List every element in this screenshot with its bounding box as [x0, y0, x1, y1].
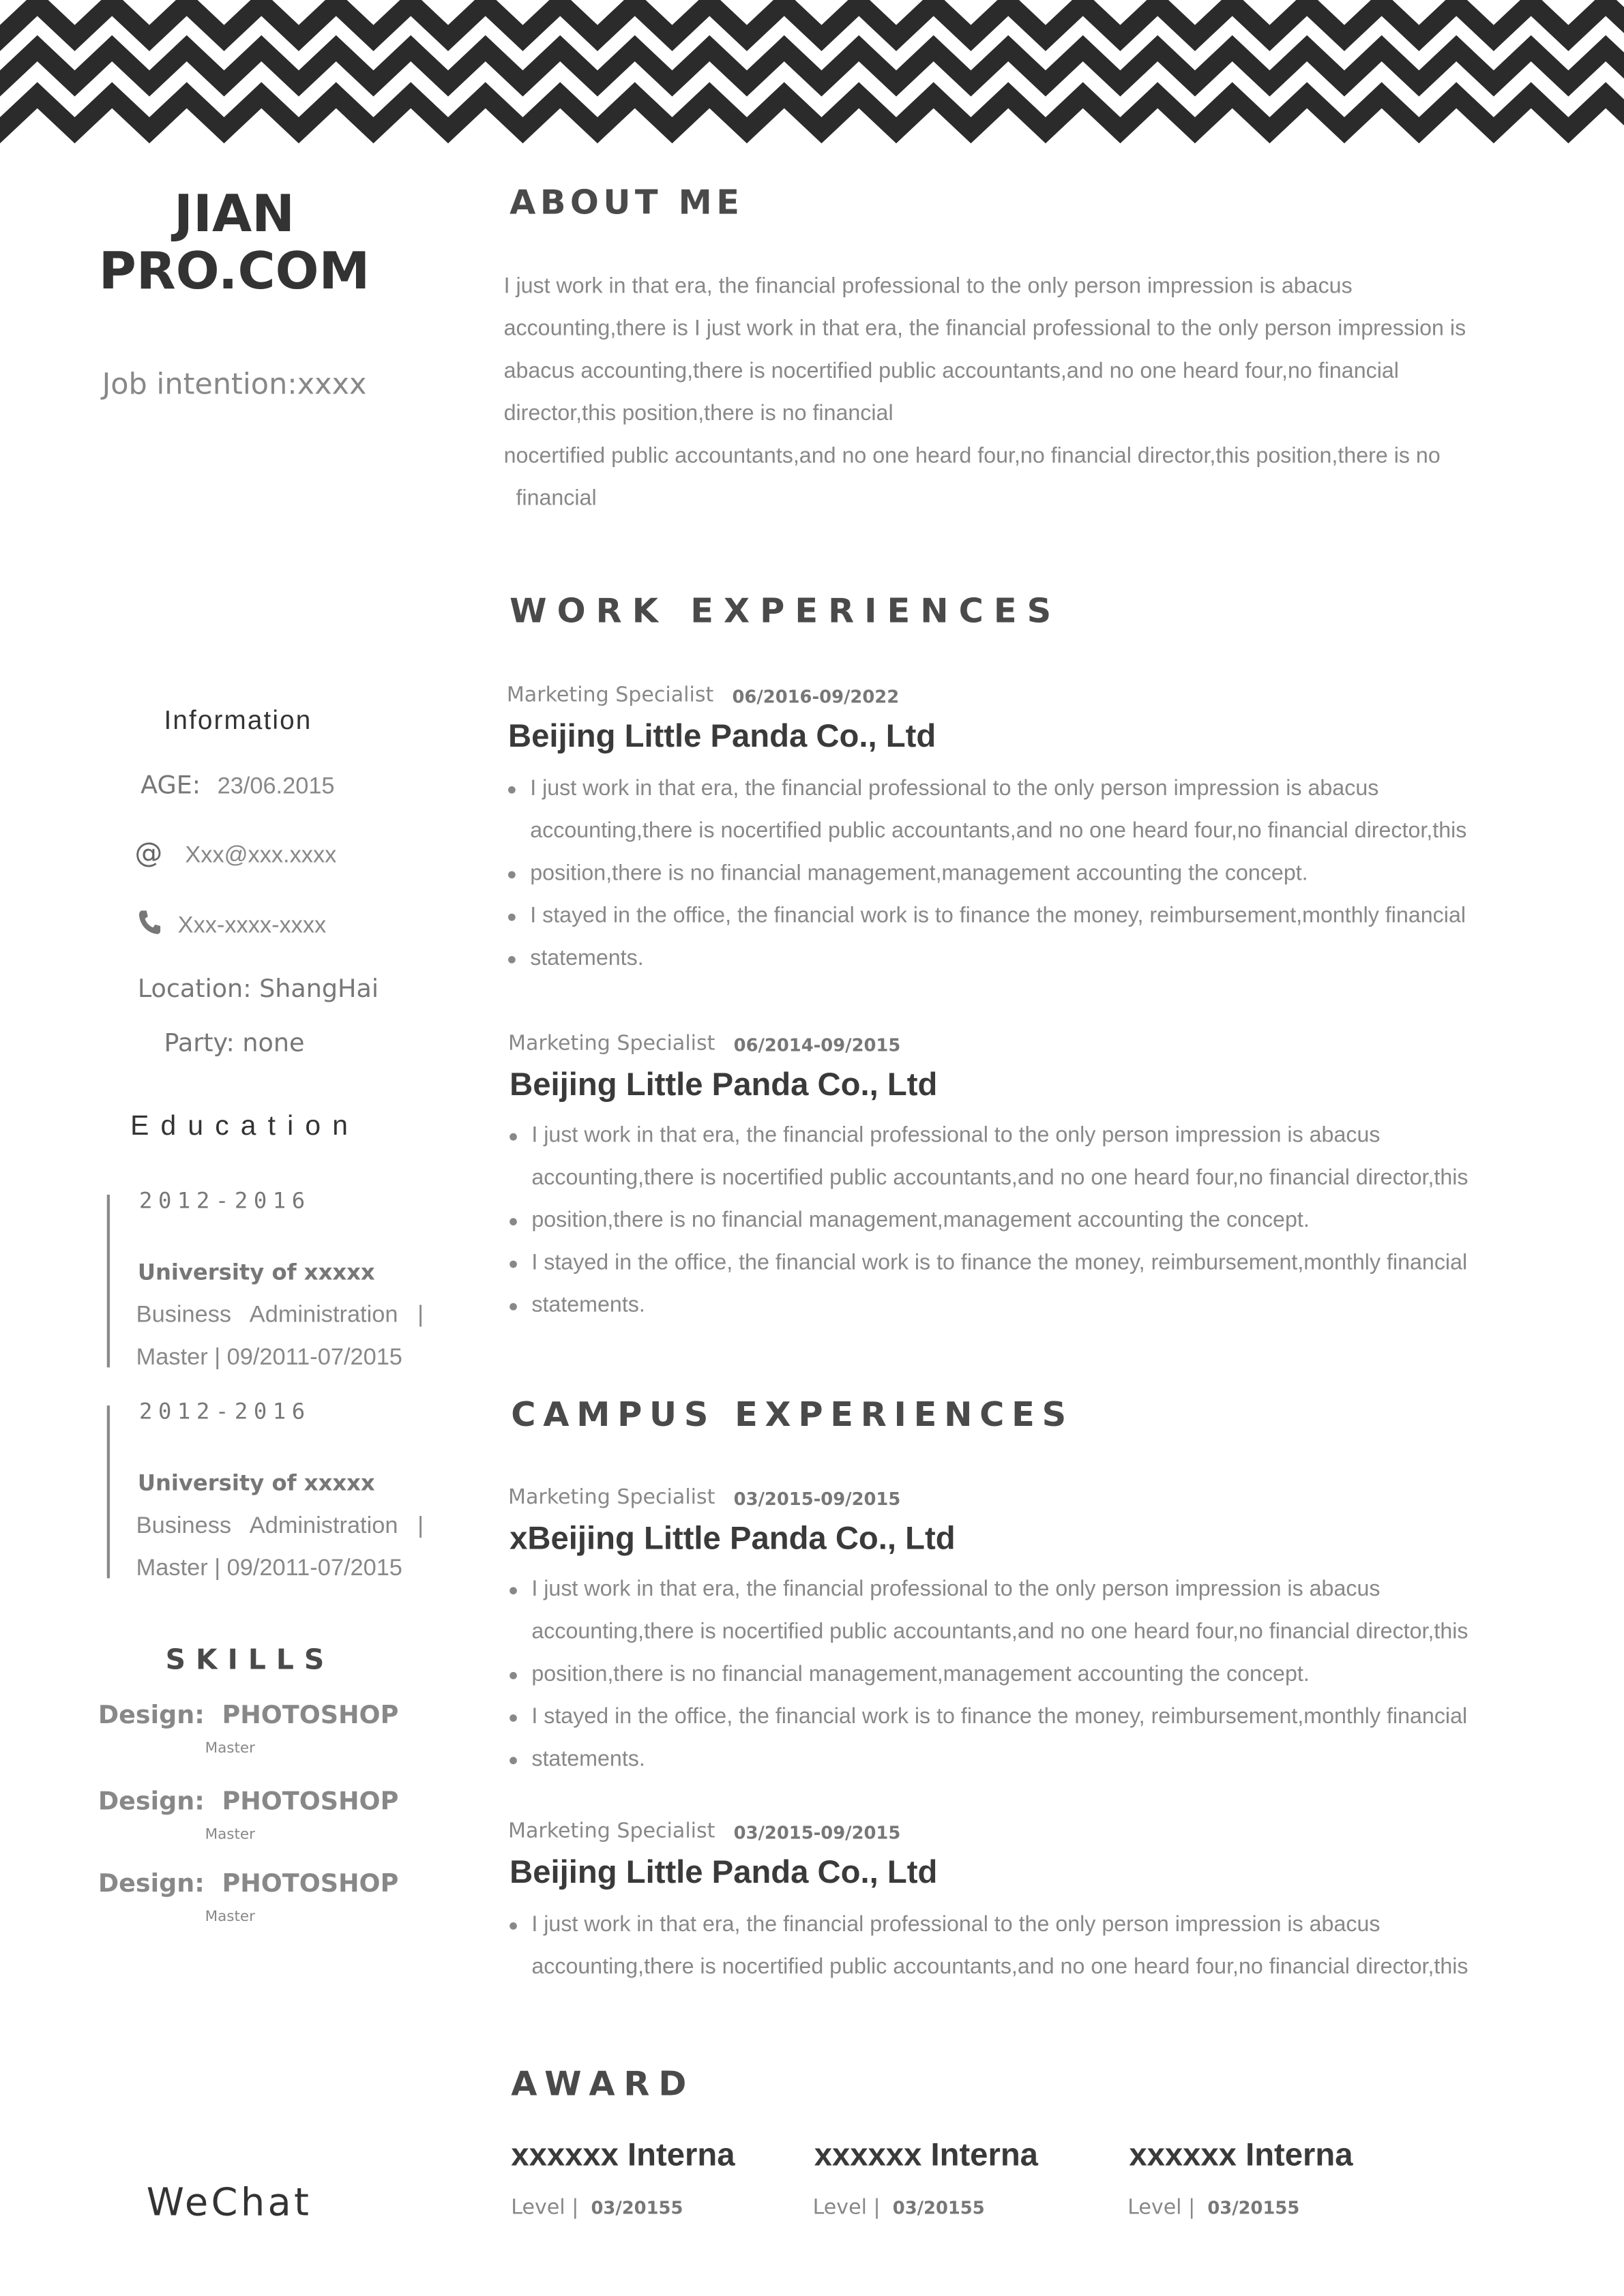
education-period: Master | 09/2011-07/2015	[136, 1345, 402, 1371]
bullet-dot	[510, 1261, 517, 1268]
at-icon: @	[134, 837, 163, 870]
bullet-dot	[510, 1587, 517, 1594]
award-name: xxxxxx Interna	[511, 2136, 735, 2173]
about-line: I just work in that era, the financial professional to the only person impression is abacus	[503, 273, 1353, 299]
zigzag-header-pattern	[0, 0, 1624, 147]
skill-name: PHOTOSHOP	[222, 1787, 399, 1817]
award-name: xxxxxx Interna	[1129, 2136, 1353, 2173]
bullet-dot	[510, 1303, 517, 1311]
phone-icon	[138, 909, 161, 936]
education-degree: Business Administration |	[136, 1513, 424, 1539]
education-years: 2012-2016	[138, 1187, 311, 1214]
work-heading: WORK EXPERIENCES	[510, 593, 1062, 631]
age-label: AGE:	[141, 771, 201, 801]
skill-row	[98, 1701, 399, 1731]
about-line: financial	[503, 486, 597, 511]
award-date: 03/20155	[1207, 2197, 1300, 2218]
bullet-text: position,there is no financial management,management accounting the concept.	[531, 1208, 1310, 1233]
education-degree: Business Administration |	[136, 1302, 424, 1328]
about-text	[504, 265, 1529, 520]
award-level	[1127, 2196, 1299, 2220]
information-heading: Information	[164, 705, 312, 735]
job-dates: 06/2016-09/2022	[732, 686, 900, 708]
bullet-dot	[510, 1922, 517, 1930]
skill-label: Design:	[98, 1869, 205, 1899]
award-date: 03/20155	[892, 2197, 985, 2218]
job-role: Marketing Specialist	[506, 683, 714, 708]
bullet-dot	[510, 1672, 517, 1680]
bullet-dot	[510, 1133, 517, 1141]
education-heading: Education	[130, 1111, 360, 1142]
about-line: director,this position,there is no financial	[503, 401, 894, 426]
award-name: xxxxxx Interna	[814, 2136, 1038, 2173]
brand-line-2: PRO.COM	[98, 243, 370, 302]
company-name: xBeijing Little Panda Co., Ltd	[510, 1519, 956, 1557]
education-timeline-bar	[107, 1405, 110, 1578]
bullet-dot	[510, 1714, 517, 1722]
about-line: accounting,there is I just work in that era, the financial professional to the only person impression is	[503, 316, 1466, 342]
job-dates: 03/2015-09/2015	[733, 1489, 901, 1510]
company-name: Beijing Little Panda Co., Ltd	[510, 1853, 938, 1890]
bullet-text: I stayed in the office, the financial work is to finance the money, reimbursement,monthly financial	[531, 1704, 1468, 1729]
job-dates: 03/2015-09/2015	[733, 1823, 901, 1844]
bullet-text: I just work in that era, the financial professional to the only person impression is abacus	[531, 1122, 1381, 1148]
party-row: Party: none	[164, 1029, 305, 1059]
bullet-dot	[508, 914, 516, 921]
brand-line-1: JIAN	[174, 185, 295, 245]
bullet-text: statements.	[531, 1746, 645, 1772]
bullet-text: I stayed in the office, the financial work is to finance the money, reimbursement,monthly financial	[530, 903, 1466, 929]
award-level-label: Level |	[511, 2196, 579, 2220]
education-university: University of xxxxx	[137, 1470, 375, 1497]
email-row	[135, 837, 337, 869]
job-role: Marketing Specialist	[508, 1819, 715, 1844]
bullet-text: accounting,there is nocertified public accountants,and no one heard four,no financial director,this	[531, 1954, 1468, 1980]
bullet-text: position,there is no financial management,management accounting the concept.	[531, 1661, 1310, 1687]
age-value: 23/06.2015	[217, 774, 335, 800]
bullet-dot	[510, 1218, 517, 1225]
bullet-text: accounting,there is nocertified public accountants,and no one heard four,no financial director,this	[531, 1619, 1468, 1645]
campus-heading: CAMPUS EXPERIENCES	[511, 1397, 1074, 1435]
bullet-dot	[510, 1757, 517, 1764]
award-level-label: Level |	[1127, 2196, 1196, 2220]
brand-logo	[73, 185, 395, 302]
education-years: 2012-2016	[138, 1398, 311, 1425]
skill-level: Master	[205, 1827, 255, 1844]
education-timeline-bar	[107, 1195, 110, 1367]
about-heading: ABOUT ME	[510, 184, 744, 223]
award-level	[813, 2196, 985, 2220]
bullet-text: I just work in that era, the financial professional to the only person impression is abacus	[531, 1911, 1381, 1937]
job-role: Marketing Specialist	[508, 1032, 715, 1056]
skill-level: Master	[205, 1740, 255, 1757]
bullet-text: statements.	[531, 1292, 645, 1318]
email-value: Xxx@xxx.xxxx	[185, 843, 337, 869]
bullet-text: accounting,there is nocertified public accountants,and no one heard four,no financial director,this	[531, 1165, 1468, 1191]
skill-row	[98, 1870, 399, 1899]
education-period: Master | 09/2011-07/2015	[136, 1556, 402, 1581]
bullet-text: statements.	[530, 945, 644, 971]
bullet-text: I just work in that era, the financial professional to the only person impression is abacus	[530, 775, 1379, 801]
skill-label: Design:	[98, 1787, 205, 1817]
bullet-text: accounting,there is nocertified public accountants,and no one heard four,no financial director,this	[530, 818, 1467, 844]
skill-label: Design:	[98, 1701, 205, 1731]
skill-name: PHOTOSHOP	[222, 1701, 399, 1731]
phone-value: Xxx-xxxx-xxxx	[177, 913, 327, 939]
age-row	[141, 771, 334, 801]
award-level-label: Level |	[812, 2196, 881, 2220]
skill-row	[98, 1787, 399, 1817]
job-role: Marketing Specialist	[508, 1486, 715, 1510]
skill-name: PHOTOSHOP	[222, 1869, 399, 1899]
company-name: Beijing Little Panda Co., Ltd	[508, 717, 936, 754]
bullet-dot	[508, 956, 516, 964]
about-line: nocertified public accountants,and no one heard four,no financial director,this position,there is no	[503, 443, 1441, 469]
bullet-dot	[508, 871, 516, 878]
skill-level: Master	[205, 1909, 255, 1926]
bullet-dot	[508, 786, 516, 794]
bullet-text: I just work in that era, the financial professional to the only person impression is abacus	[531, 1577, 1381, 1602]
award-level	[511, 2196, 683, 2220]
award-heading: AWARD	[511, 2066, 696, 2104]
phone-row	[138, 909, 326, 940]
job-intention: Job intention:xxxx	[102, 366, 367, 402]
about-line: abacus accounting,there is nocertified public accountants,and no one heard four,no financial	[503, 359, 1399, 384]
skills-heading: SKILLS	[165, 1644, 335, 1677]
company-name: Beijing Little Panda Co., Ltd	[510, 1066, 938, 1103]
award-date: 03/20155	[591, 2197, 683, 2218]
location-row: Location: ShangHai	[137, 974, 379, 1004]
job-dates: 06/2014-09/2015	[733, 1034, 901, 1056]
wechat-label: WeChat	[146, 2181, 312, 2226]
education-university: University of xxxxx	[137, 1259, 375, 1286]
bullet-text: I stayed in the office, the financial work is to finance the money, reimbursement,monthly financial	[531, 1250, 1468, 1276]
bullet-text: position,there is no financial management,management accounting the concept.	[530, 861, 1308, 886]
